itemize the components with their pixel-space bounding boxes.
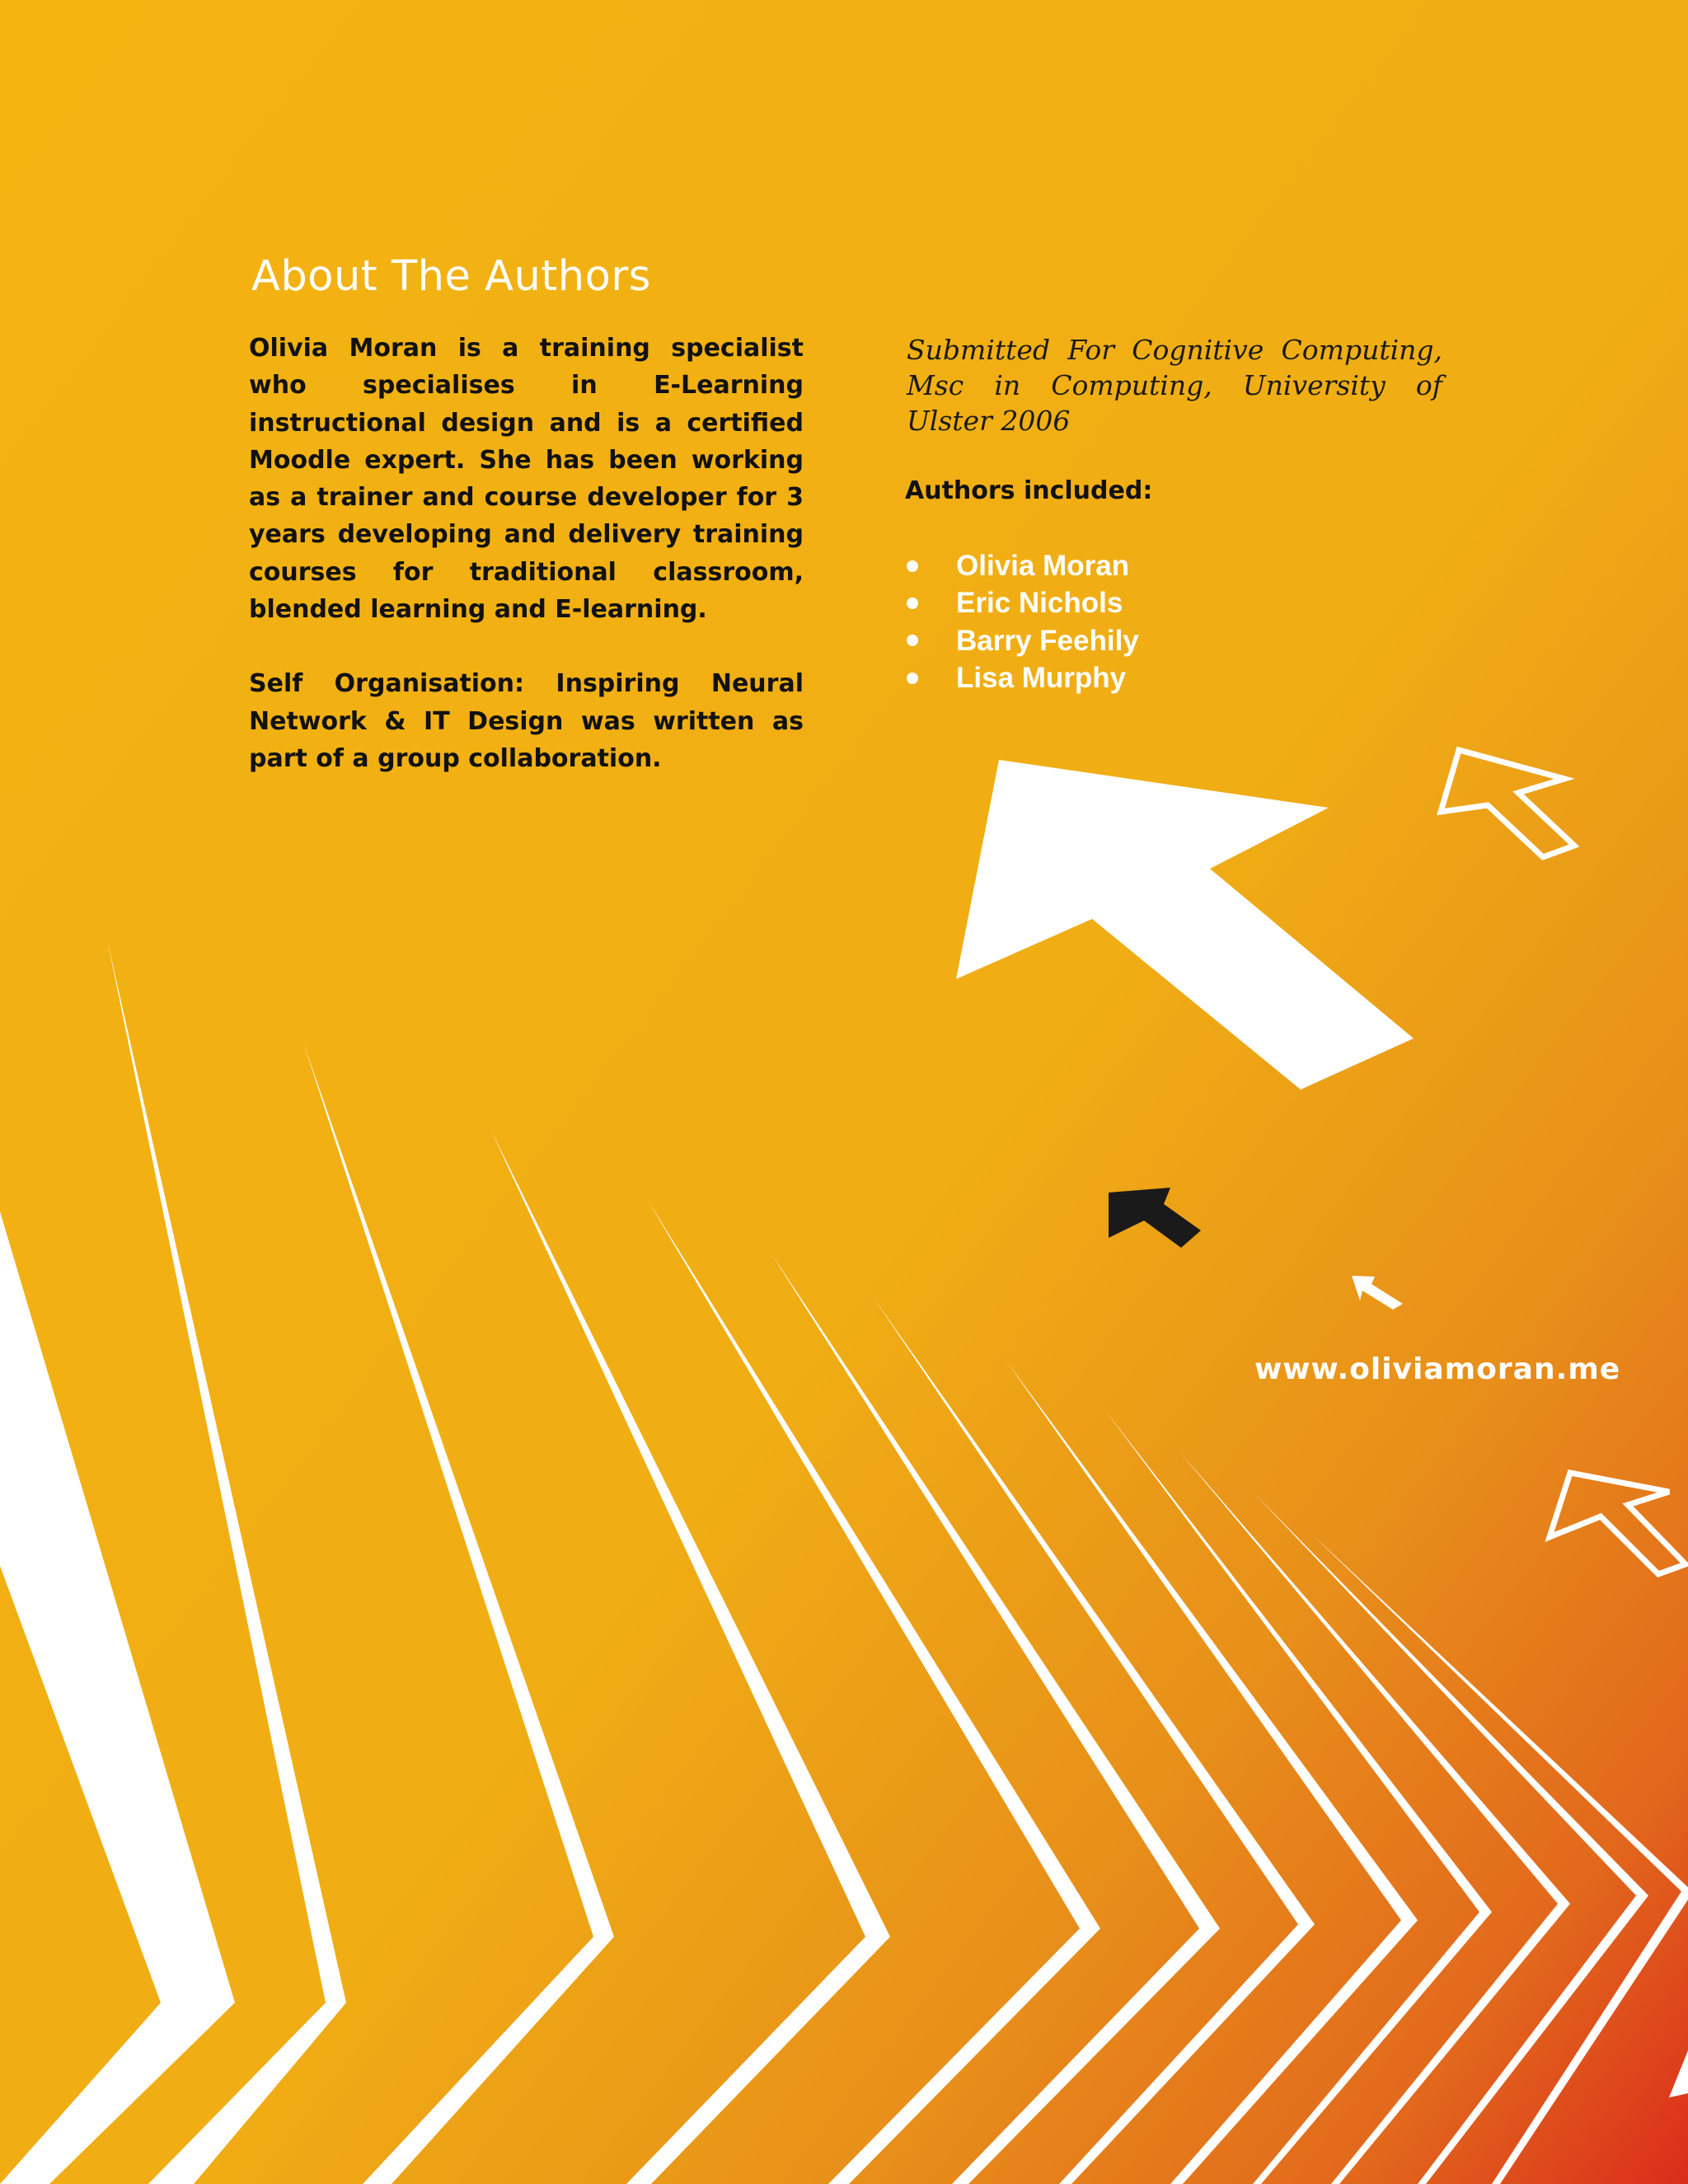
bullet-icon [907, 598, 918, 609]
bio-paragraph: Olivia Moran is a training specialist who specialises in E-Learning instructional design and is a certified Moodle expert. She has been working as a trainer and course developer for 3 years developing and delivery training courses for traditional classroom, blended learning and E-learning. [249, 334, 804, 625]
author-name: Lisa Murphy [956, 662, 1127, 695]
bullet-icon [907, 673, 918, 684]
bullet-icon [907, 560, 918, 572]
author-name: Olivia Moran [956, 550, 1130, 582]
list-item [905, 547, 1139, 584]
list-item [905, 584, 1139, 621]
page-title: About The Authors [251, 252, 651, 301]
author-name: Eric Nichols [956, 587, 1123, 620]
list-item [905, 659, 1139, 696]
list-item [905, 622, 1139, 659]
author-name: Barry Feehily [956, 624, 1139, 657]
author-list [905, 547, 1139, 697]
website-link[interactable]: www.oliviamoran.me [1254, 1352, 1621, 1386]
about-text [249, 330, 804, 777]
authors-heading: Authors included: [905, 476, 1153, 505]
bullet-icon [907, 635, 918, 646]
submission-note: Submitted For Cognitive Computing, Msc in Computing, University of Ulster 2006 [907, 334, 1442, 437]
collaboration-paragraph: Self Organisation: Inspiring Neural Network & IT Design was written as part of a group collaboration. [249, 669, 804, 773]
